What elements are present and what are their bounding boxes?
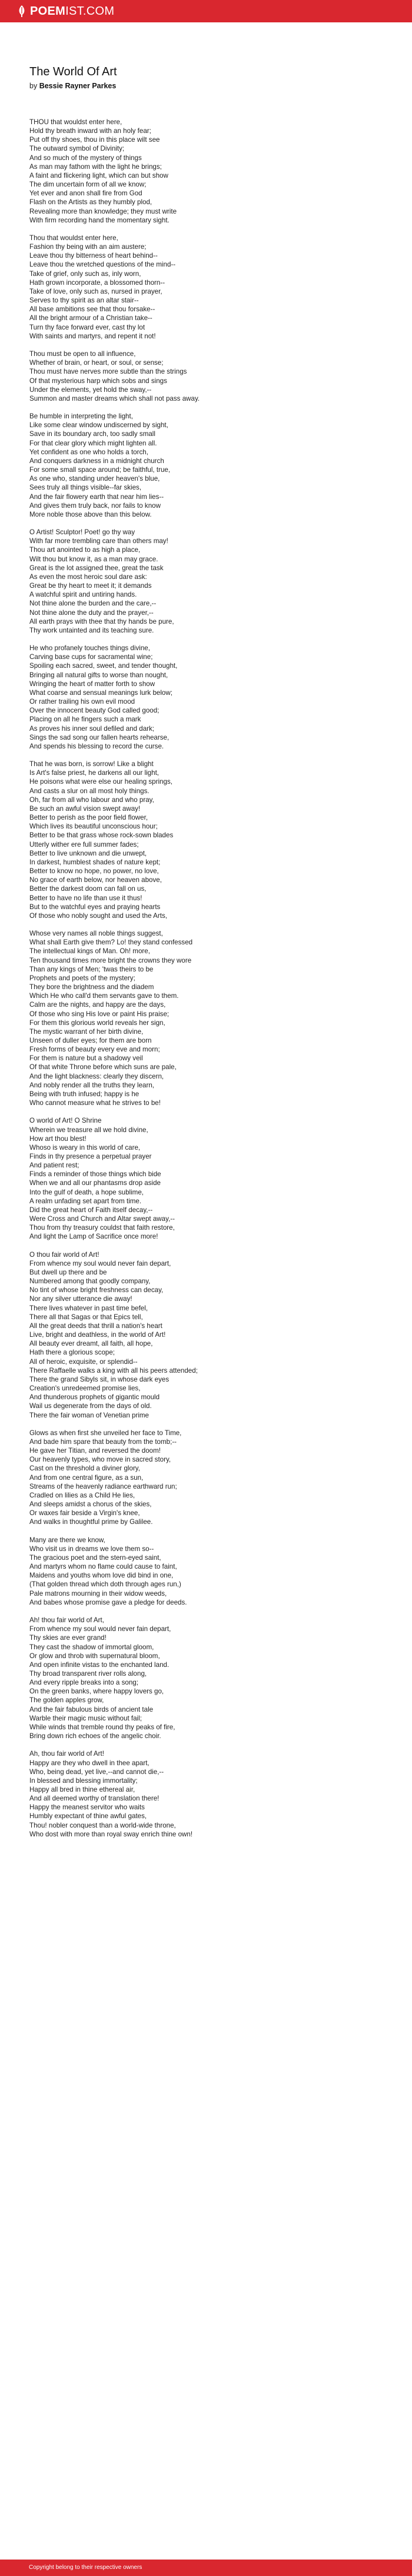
poem-line: The dim uncertain form of all we know; bbox=[29, 181, 147, 189]
poem-line: Than any kings of Men; 'twas theirs to be bbox=[29, 965, 154, 973]
site-brand bbox=[30, 5, 114, 17]
poem-line: Of that white Throne before which suns are pale, bbox=[29, 1063, 177, 1071]
poem-line: Many are there we know, bbox=[29, 1536, 105, 1544]
poem-stanza bbox=[29, 1536, 383, 1607]
poem-line: There the grand Sibyls sit, in whose dark eyes bbox=[29, 1375, 170, 1383]
poem-line: Happy all bred in thine ethereal air, bbox=[29, 1786, 135, 1794]
poem-line: Prophets and poets of the mystery; bbox=[29, 974, 135, 982]
poem-line: Yet confident as one who holds a torch, bbox=[29, 448, 148, 456]
poem-line: And casts a slur on all most holy things. bbox=[29, 787, 149, 795]
poem-line: Summon and master dreams which shall not pass away. bbox=[29, 394, 200, 402]
poem-line: Be such an awful vision swept away! bbox=[29, 804, 141, 813]
poem-line: Humbly expectant of thine awful gates, bbox=[29, 1812, 147, 1820]
poem-line: Oh, far from all who labour and who pray, bbox=[29, 796, 154, 804]
poem-line: All the great deeds that thrill a nation's heart bbox=[29, 1322, 162, 1330]
poem-line: Hath there a glorious scope; bbox=[29, 1349, 115, 1357]
poem-line: Calm are the nights, and happy are the days, bbox=[29, 1001, 166, 1009]
poem-line: And nobly render all the truths they learn, bbox=[29, 1081, 155, 1089]
poem-line: The intellectual kings of Man. Oh! more, bbox=[29, 947, 150, 956]
poem-line: Wilt thou but know it, as a man may grace. bbox=[29, 555, 158, 563]
poem-line: Ah, thou fair world of Art! bbox=[29, 1750, 104, 1758]
poem-line: Under the elements, yet hold the sway,-- bbox=[29, 385, 152, 394]
poem-line: Save in its boundary arch, too sadly small bbox=[29, 430, 155, 438]
poem-line: Thou! nobler conquest than a world-wide throne, bbox=[29, 1821, 176, 1829]
poem-line: For them is nature but a shadowy veil bbox=[29, 1054, 143, 1063]
poem-line: They bore the brightness and the diadem bbox=[29, 983, 154, 991]
poem-line: What shall Earth give them? Lo! they stand confessed bbox=[29, 938, 193, 947]
poem-line: And sleeps amidst a chorus of the skies, bbox=[29, 1500, 152, 1509]
poem-line: Serves to thy spirit as an altar stair-- bbox=[29, 297, 139, 305]
poem-line: Into the gulf of death, a hope sublime, bbox=[29, 1188, 144, 1196]
poem-line: Whether of brain, or heart, or soul, or sense; bbox=[29, 359, 164, 367]
poem-line: A faint and flickering light, which can but show bbox=[29, 171, 168, 179]
poem-line: Like some clear window undiscerned by sight, bbox=[29, 421, 168, 430]
poem-line: Cast on the threshold a diviner glory, bbox=[29, 1465, 140, 1473]
poem-line: And spends his blessing to record the curse. bbox=[29, 742, 164, 750]
poem-line: And gives them truly back, nor fails to know bbox=[29, 501, 161, 510]
poem-line: Fresh forms of beauty every eve and morn; bbox=[29, 1046, 160, 1054]
site-header bbox=[0, 0, 412, 22]
poem-line: In darkest, humblest shades of nature kept; bbox=[29, 858, 161, 866]
poem-line: Happy the meanest servitor who waits bbox=[29, 1803, 145, 1812]
poem-line: Glows as when first she unveiled her face to Time, bbox=[29, 1429, 182, 1437]
poem-line: Fashion thy being with an aim austere; bbox=[29, 243, 147, 251]
poem-line: Our heavenly types, who move in sacred story, bbox=[29, 1456, 171, 1464]
poem-line: All earth prays with thee that thy hands be pure, bbox=[29, 617, 174, 625]
poem-line: With firm recording hand the momentary sight. bbox=[29, 216, 170, 224]
poem-line: Better the darkest doom can fall on us, bbox=[29, 885, 147, 893]
poem-line: All of heroic, exquisite, or splendid-- bbox=[29, 1357, 138, 1366]
poem-line: Not thine alone the burden and the care,-- bbox=[29, 600, 157, 608]
poem-line: Or rather trailing his own evil mood bbox=[29, 698, 135, 706]
poem-line: The mystic warrant of her birth divine, bbox=[29, 1027, 144, 1036]
poem-line: Thy broad transparent river rolls along, bbox=[29, 1670, 147, 1678]
poem-line: All base ambitions see that thou forsake-- bbox=[29, 305, 155, 314]
poem-line: A realm unfading set apart from time. bbox=[29, 1197, 142, 1205]
poem-line: Take of grief, only such as, inly worn, bbox=[29, 269, 141, 278]
poem-line: Leave thou thy bitterness of heart behind-- bbox=[29, 252, 158, 260]
poem-line: In blessed and blessing immortality; bbox=[29, 1776, 138, 1785]
poem-line: Pale matrons mourning in their widow weeds, bbox=[29, 1589, 167, 1597]
poem-line: Who, being dead, yet live,--and cannot die,-- bbox=[29, 1768, 164, 1776]
poem-line: Live, bright and deathless, in the world of Art! bbox=[29, 1331, 166, 1339]
poem-line: THOU that wouldst enter here, bbox=[29, 118, 122, 126]
poem-line: Of those who nobly sought and used the Arts, bbox=[29, 911, 167, 920]
poem-line: For that clear glory which might lighten all. bbox=[29, 439, 157, 447]
poem-line: Spoiling each sacred, sweet, and tender thought, bbox=[29, 662, 178, 670]
poem-line: Were Cross and Church and Altar swept away,-- bbox=[29, 1215, 175, 1223]
poem-line: Bring down rich echoes of the angelic choir. bbox=[29, 1732, 161, 1740]
poem-line: Wherein we treasure all we hold divine, bbox=[29, 1126, 148, 1134]
poem-line: But to the watchful eyes and praying hearts bbox=[29, 903, 161, 911]
poem-line: Thou that wouldst enter here, bbox=[29, 234, 118, 242]
poem-line: The outward symbol of Divinity; bbox=[29, 145, 125, 153]
poem-line: And from one central figure, as a sun, bbox=[29, 1473, 144, 1482]
poem-line: And babes whose promise gave a pledge for deeds. bbox=[29, 1598, 187, 1606]
poem-line: Wringing the heart of matter forth to show bbox=[29, 680, 155, 688]
poem-line: Or glow and throb with supernatural bloom, bbox=[29, 1652, 160, 1660]
poem-line: Turn thy face forward ever, cast thy lot bbox=[29, 323, 145, 331]
poem-line: But dwell up there and be bbox=[29, 1269, 107, 1277]
poem-line: Revealing more than knowledge; they must write bbox=[29, 207, 177, 215]
poem-line: O thou fair world of Art! bbox=[29, 1250, 99, 1259]
quill-pen-icon bbox=[18, 5, 26, 17]
poem-line: And walks in thoughtful prime by Galilee. bbox=[29, 1518, 153, 1526]
author-link[interactable]: Bessie Rayner Parkes bbox=[39, 82, 117, 90]
poem-line: As proves his inner soul defiled and dark; bbox=[29, 724, 155, 733]
brand-bold: POEM bbox=[30, 5, 66, 18]
poem-line: From whence my soul would never fain depart, bbox=[29, 1259, 171, 1267]
poem-line: Is Art's false priest, he darkens all our light, bbox=[29, 769, 160, 777]
poem-stanza bbox=[29, 1616, 383, 1740]
poem-line: Streams of the heavenly radiance earthward run; bbox=[29, 1482, 177, 1490]
poem-line: Maidens and youths whom love did bind in one, bbox=[29, 1572, 174, 1580]
poem-line: Hath grown incorporate, a blossomed thorn-- bbox=[29, 278, 165, 287]
poem-line: Which He who call'd them servants gave to them. bbox=[29, 992, 179, 1000]
poem-line: Be humble in interpreting the light, bbox=[29, 412, 133, 421]
poem-line: Great be thy heart to meet it; it demands bbox=[29, 582, 152, 590]
poem-line: Better to be that grass whose rock-sown blades bbox=[29, 831, 174, 840]
poem-line: There the fair woman of Venetian prime bbox=[29, 1411, 149, 1419]
poem-line: Unseen of duller eyes; for them are born bbox=[29, 1036, 152, 1044]
poem-line: Ah! thou fair world of Art, bbox=[29, 1616, 104, 1625]
poem-line: Ten thousand times more bright the crowns they wore bbox=[29, 956, 192, 964]
poem-line: Yet ever and anon shall fire from God bbox=[29, 189, 142, 198]
poem-line: Thou from thy treasury couldst that faith restore, bbox=[29, 1224, 175, 1232]
poem-line: And open infinite vistas to the enchanted land. bbox=[29, 1660, 170, 1669]
poem-line: For them this glorious world reveals her sign, bbox=[29, 1019, 165, 1027]
poem-line: Sees truly all things visible--far skies, bbox=[29, 484, 142, 492]
poem-line: And the fair flowery earth that near him lies-- bbox=[29, 492, 164, 501]
poem-stanza bbox=[29, 1749, 383, 1839]
poem-stanza bbox=[29, 234, 383, 341]
poem-line: Happy are they who dwell in thee apart, bbox=[29, 1759, 149, 1767]
poem-line: From whence my soul would never fain depart, bbox=[29, 1625, 171, 1633]
poem-line: Nor any silver utterance die away! bbox=[29, 1295, 132, 1303]
poem-line: Great is the lot assigned thee, great the task bbox=[29, 564, 164, 572]
poem-line: Did the great heart of Faith itself decay,-- bbox=[29, 1206, 153, 1214]
poem-stanza bbox=[29, 1250, 383, 1420]
poem-stanza bbox=[29, 929, 383, 1107]
poem-line: Thy work untainted and its teaching sure. bbox=[29, 626, 154, 634]
poem-line: No tint of whose bright freshness can decay, bbox=[29, 1286, 164, 1294]
poem-line: Creation's unredeemed promise lies, bbox=[29, 1384, 141, 1393]
poem-stanza bbox=[29, 760, 383, 920]
poem-line: Thy skies are ever grand! bbox=[29, 1634, 107, 1642]
poem-line: Numbered among that goodly company, bbox=[29, 1277, 151, 1286]
poem-line: All the bright armour of a Christian take-- bbox=[29, 314, 152, 322]
poem-line: There Raffaelle walks a king with all his peers attended; bbox=[29, 1366, 198, 1374]
poem-line: Over the innocent beauty God called good; bbox=[29, 707, 160, 715]
poem-line: Take of love, only such as, nursed in prayer, bbox=[29, 287, 162, 295]
poem-line: Warble their magic music without fail; bbox=[29, 1714, 142, 1722]
poem-stanza bbox=[29, 1116, 383, 1241]
poem-line: Thou art anointed to as high a place, bbox=[29, 546, 141, 554]
byline bbox=[29, 81, 383, 91]
poem-line: Flash on the Artists as they humbly plod, bbox=[29, 198, 152, 207]
poem-line: Better to know no hope, no power, no love, bbox=[29, 867, 159, 876]
poem-line: As man may fathom with the light he brings; bbox=[29, 162, 162, 171]
poem-line: Sings the sad song our fallen hearts rehearse, bbox=[29, 733, 170, 741]
poem-line: Thou must have nerves more subtle than the strings bbox=[29, 368, 187, 376]
poem-line: Of those who sing His love or paint His praise; bbox=[29, 1010, 170, 1018]
poem-line: Not thine alone the duty and the prayer,-- bbox=[29, 608, 154, 617]
poem-line: Placing on all he fingers such a mark bbox=[29, 715, 141, 724]
poem-line: He poisons what were else our healing springs, bbox=[29, 778, 172, 786]
poem-line: As one who, standing under heaven's blue, bbox=[29, 475, 160, 483]
site-logo[interactable] bbox=[18, 5, 114, 17]
poem-line: As even the most heroic soul dare ask: bbox=[29, 573, 147, 581]
poem-stanza bbox=[29, 1429, 383, 1527]
poem-line: Bringing all natural gifts to worse than nought, bbox=[29, 671, 168, 679]
poem-line: A watchful spirit and untiring hands. bbox=[29, 591, 137, 599]
poem-line: Leave thou the wretched questions of the mind-- bbox=[29, 261, 176, 269]
poem-line: Wail us degenerate from the days of old. bbox=[29, 1402, 152, 1410]
poem-line: Thou must be open to all influence, bbox=[29, 350, 136, 358]
poem-stanza bbox=[29, 412, 383, 519]
poem-line: When we and all our phantasms drop aside bbox=[29, 1179, 161, 1187]
poem-line: No grace of earth below, nor heaven above, bbox=[29, 876, 162, 884]
poem-line: The golden apples grow, bbox=[29, 1696, 104, 1705]
poem-stanza bbox=[29, 350, 383, 403]
poem-line: And all deemed worthy of translation there! bbox=[29, 1795, 160, 1803]
poem-line: There all that Sagas or that Epics tell, bbox=[29, 1313, 143, 1321]
poem-line: And thunderous prophets of gigantic mould bbox=[29, 1393, 160, 1402]
poem-line: With saints and martyrs, and repent it not! bbox=[29, 332, 156, 340]
poem-line: And the fair fabulous birds of ancient tale bbox=[29, 1705, 154, 1713]
poem-line: On the green banks, where happy lovers go, bbox=[29, 1688, 164, 1696]
poem-line: Whoso is weary in this world of care, bbox=[29, 1143, 141, 1151]
poem-line: And the light blackness: clearly they discern, bbox=[29, 1072, 164, 1080]
poem-line: Better to live unknown and die unwept, bbox=[29, 849, 147, 857]
poem-line: The gracious poet and the stern-eyed saint, bbox=[29, 1553, 161, 1562]
poem-line: With far more trembling care than others may! bbox=[29, 537, 168, 545]
poem-line: Finds a reminder of those things which bide bbox=[29, 1170, 161, 1179]
poem-line: Whose very names all noble things suggest, bbox=[29, 930, 163, 938]
poem-line: How art thou blest! bbox=[29, 1134, 87, 1143]
poem-line: And patient rest; bbox=[29, 1161, 79, 1170]
poem-line: Cradled on lilies as a Child He lies, bbox=[29, 1491, 135, 1499]
poem-title: The World Of Art bbox=[29, 65, 117, 78]
poem-line: O world of Art! O Shrine bbox=[29, 1117, 102, 1125]
poem-line: He gave her Titian, and reversed the doom! bbox=[29, 1447, 161, 1455]
poem-body bbox=[29, 118, 383, 1839]
poem-line: While winds that tremble round thy peaks of fire, bbox=[29, 1723, 175, 1731]
poem-line: Carving base cups for sacramental wine; bbox=[29, 653, 153, 661]
poem-line: All beauty ever dreamt, all faith, all hope, bbox=[29, 1340, 153, 1348]
poem-line: There lives whatever in past time befel, bbox=[29, 1304, 148, 1312]
poem-stanza bbox=[29, 118, 383, 225]
poem-line: And conquers darkness in a midnight church bbox=[29, 457, 164, 465]
poem-stanza bbox=[29, 644, 383, 751]
poem-line: O Artist! Sculptor! Poet! go thy way bbox=[29, 528, 135, 537]
poem-line: And light the Lamp of Sacrifice once more! bbox=[29, 1233, 158, 1241]
poem-page bbox=[29, 65, 383, 1848]
poem-line: Better to have no life than use it thus! bbox=[29, 894, 142, 902]
site-footer bbox=[0, 2560, 412, 2576]
poem-line: For some small space around; be faithful, true, bbox=[29, 466, 171, 474]
poem-line: He who profanely touches things divine, bbox=[29, 644, 150, 653]
poem-line: Which lives its beautiful unconscious hour; bbox=[29, 823, 158, 831]
poem-line: And every ripple breaks into a song; bbox=[29, 1679, 138, 1687]
poem-line: Better to perish as the poor field flower, bbox=[29, 814, 148, 822]
poem-line: Finds in thy presence a perpetual prayer bbox=[29, 1153, 152, 1160]
poem-line: Of that mysterious harp which sobs and sings bbox=[29, 377, 167, 385]
poem-line: Or waxes fair beside a Virgin's knee, bbox=[29, 1509, 140, 1517]
poem-stanza bbox=[29, 528, 383, 635]
poem-line: Put off thy shoes, thou in this place wilt see bbox=[29, 136, 160, 144]
brand-thin: IST.COM bbox=[65, 5, 115, 18]
poem-line: Who cannot measure what he strives to be! bbox=[29, 1099, 161, 1107]
poem-line: And martyrs whom no flame could cause to faint, bbox=[29, 1563, 177, 1571]
poem-line: Utterly wither ere full summer fades; bbox=[29, 840, 139, 848]
poem-line: Who visit us in dreams we love them so-- bbox=[29, 1545, 154, 1553]
poem-line: And so much of the mystery of things bbox=[29, 154, 142, 162]
poem-line: What coarse and sensual meanings lurk below; bbox=[29, 688, 172, 697]
poem-line: More noble those above than this below. bbox=[29, 510, 152, 518]
poem-line: Being with truth infused; happy is he bbox=[29, 1090, 139, 1098]
poem-line: Hold thy breath inward with an holy fear; bbox=[29, 127, 151, 135]
byline-prefix: by bbox=[29, 82, 38, 90]
poem-line: Who dost with more than royal sway enrich thine own! bbox=[29, 1830, 193, 1838]
poem-line: (That golden thread which doth through ages run,) bbox=[29, 1580, 181, 1589]
poem-line: They cast the shadow of immortal gloom, bbox=[29, 1643, 154, 1651]
poem-line: And bade him spare that beauty from the tomb;-- bbox=[29, 1437, 177, 1446]
poem-line: That he was born, is sorrow! Like a blight bbox=[29, 760, 154, 768]
copyright-text: Copyright belong to their respective owners bbox=[29, 2564, 142, 2571]
